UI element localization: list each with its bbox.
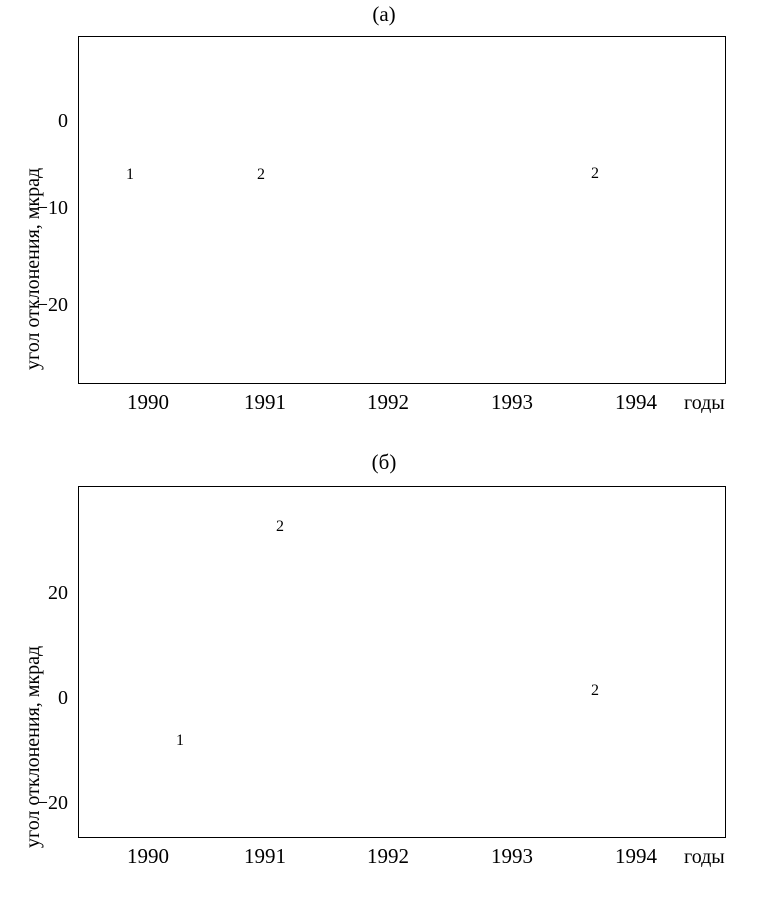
panel-a-xtick-1991: 1991 bbox=[244, 390, 286, 414]
panel-b-x-axis-title: годы bbox=[684, 846, 725, 868]
panel-a-curve-label-1: 1 bbox=[126, 166, 134, 183]
panel-b-plot-frame bbox=[78, 486, 726, 838]
panel-b-ytick-20: 20 bbox=[48, 582, 68, 604]
panel-a-ytick-0: 0 bbox=[58, 110, 68, 132]
panel-a-xtick-1992: 1992 bbox=[367, 390, 409, 414]
panel-b-curve-label-2b: 2 bbox=[591, 682, 599, 699]
panel-b-y-axis-label: угол отклонения, мкрад bbox=[22, 645, 44, 848]
panel-a-plot-area bbox=[78, 36, 726, 384]
panel-a-xtick-1993: 1993 bbox=[491, 390, 533, 414]
panel-b-ytick-minus20: −20 bbox=[36, 792, 68, 814]
panel-b-label: (б) bbox=[371, 450, 397, 474]
panel-a-ytick-minus20: −20 bbox=[36, 294, 68, 316]
figure-panel-a bbox=[0, 0, 768, 440]
panel-a-curve-label-2b: 2 bbox=[591, 165, 599, 182]
figure-panel-b bbox=[0, 448, 768, 901]
panel-b-xtick-1990: 1990 bbox=[127, 844, 169, 868]
panel-a-curve-label-2a: 2 bbox=[257, 166, 265, 183]
panel-a-x-axis-title: годы bbox=[684, 392, 725, 414]
panel-b-plot-area bbox=[78, 486, 726, 838]
panel-b-curve-label-2a: 2 bbox=[276, 518, 284, 535]
panel-a-ytick-minus10: −10 bbox=[36, 197, 68, 219]
panel-a-xtick-1994: 1994 bbox=[615, 390, 657, 414]
panel-a-xtick-1990: 1990 bbox=[127, 390, 169, 414]
panel-a-plot-frame bbox=[78, 36, 726, 384]
panel-a-y-axis-label: угол отклонения, мкрад bbox=[22, 167, 44, 370]
panel-b-xtick-1994: 1994 bbox=[615, 844, 657, 868]
panel-b-curve-label-1: 1 bbox=[176, 732, 184, 749]
panel-b-ytick-0: 0 bbox=[58, 687, 68, 709]
panel-b-xtick-1992: 1992 bbox=[367, 844, 409, 868]
panel-b-xtick-1993: 1993 bbox=[491, 844, 533, 868]
panel-b-xtick-1991: 1991 bbox=[244, 844, 286, 868]
panel-a-label: (а) bbox=[372, 2, 396, 26]
